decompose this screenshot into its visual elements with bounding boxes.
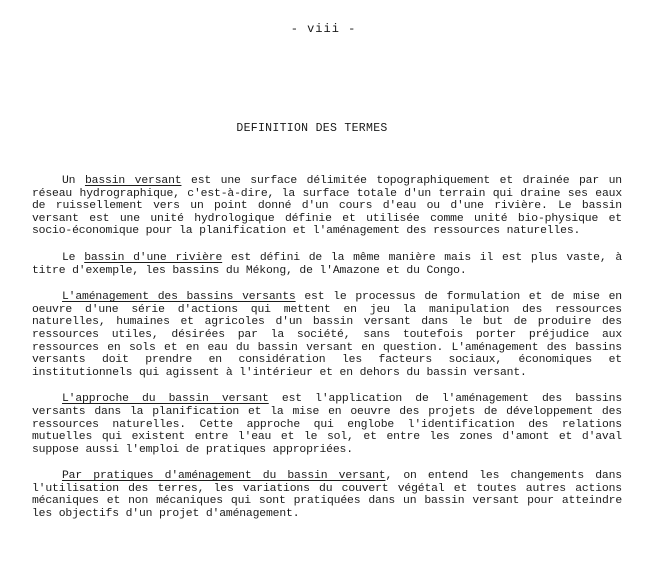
paragraph-text: est une surface délimitée topographiquement et drainée par un réseau hydrographique, c'est-à-dire, la surface totale d'un terrain qui draine ses eaux de ruissellement vers un point donné d'un cours d'eau ou d'une rivière. Le bassin versant est une unité hydrologique définie et utilisée comme unité bio-physique et socio-économique pour la planification et l'aménagement des ressources naturelles. [32,175,622,238]
defined-term: L'approche du bassin versant [62,393,269,406]
page-title: DEFINITION DES TERMES [236,122,388,135]
paragraph-lead: Le [62,251,85,264]
paragraph-text: , on entend les changements dans l'utilisation des terres, les variations du couvert végétal et toutes autres actions mécaniques et non mécaniques qui sont pratiquées dans un bassin versant pour atteindre les objectifs d'un projet d'aménagement. [32,470,622,521]
paragraph-text: est le processus de formulation et de mise en oeuvre d'une série d'actions qui mettent en jeu la manipulation des ressources naturelles, humaines et agricoles d'un bassin versant dans le but de produire des ressources utiles, désirées par la société, sans toutefois porter préjudice aux ressources en sols et en eau du bassin versant en question. L'aménagement des bassins versants doit prendre en considération les facteurs sociaux, économiques et institutionnels qui agissent à l'intérieur et en dehors du bassin versant. [32,291,622,379]
paragraph-bassin-riviere [32,252,622,277]
paragraph-text: est défini de la même manière mais il est plus vaste, à titre d'exemple, les bassins du Mékong, de l'Amazone et du Congo. [32,251,623,277]
defined-term: bassin d'une rivière [84,251,223,264]
paragraph-bassin-versant [32,175,622,238]
defined-term: Par pratiques d'aménagement du bassin versant [62,470,386,483]
defined-term: L'aménagement des bassins versants [62,291,296,304]
defined-term: bassin versant [84,175,182,187]
paragraph-text: est l'application de l'aménagement des bassins versants dans la planification et la mise en oeuvre des projets de développement des ressources naturelles. Cette approche qui englobe l'identification des relations mutuelles qui existent entre l'eau et le sol, et entre les zones d'amont et d'aval suppose aussi l'emploi de pratiques appropriées. [32,393,623,456]
paragraph-approche [32,393,622,456]
page-number: - viii - [290,22,357,36]
document-body [32,175,622,535]
paragraph-amenagement [32,291,622,379]
paragraph-lead: Un [62,175,85,187]
paragraph-pratiques [32,470,622,520]
